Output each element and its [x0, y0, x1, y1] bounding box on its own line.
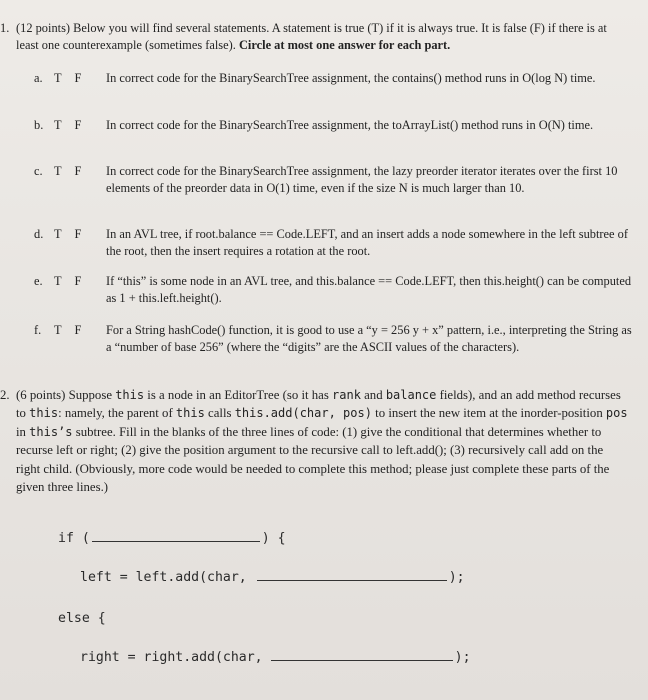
question-1-intro: Below you will find several statements. A statement is true (T) if it is always true. It is false (F) if there is at least one counterexample (sometimes false). — [16, 21, 607, 52]
code-left-call: left = left.add(char, — [80, 570, 247, 585]
code-this-possessive: this’s — [29, 424, 73, 439]
question-2-text: Suppose — [68, 388, 116, 402]
code-left-end: ); — [448, 570, 465, 585]
statement-text: In an AVL tree, if root.balance == Code.LEFT, and an insert adds a node somewhere in the left subtree of the root, then the insert requires a rotation at the root. — [106, 227, 628, 258]
blank-1[interactable] — [92, 540, 260, 542]
statement-letter: f. — [34, 323, 42, 337]
blank-2[interactable] — [257, 579, 447, 581]
statement-text: In correct code for the BinarySearchTree assignment, the lazy preorder iterator iterates over the first 10 elements of the preorder data in O(1) time, even if the size N is much larger than 10. — [106, 164, 618, 195]
code-else-line: else { — [58, 611, 106, 626]
question-2-text: to insert the new item at the inorder-position — [371, 406, 606, 421]
true-false-choice[interactable]: T F — [54, 274, 82, 288]
statement-letter: a. — [34, 71, 43, 85]
question-2-number: 2. — [0, 388, 10, 402]
question-2-text: and — [360, 388, 386, 402]
statement-letter: b. — [34, 118, 44, 132]
question-1-number: 1. — [0, 21, 10, 35]
statement-text: If “this” is some node in an AVL tree, and this.balance == Code.LEFT, then this.height() can be computed as 1 + this.left.height(). — [106, 274, 632, 305]
statement-text: In correct code for the BinarySearchTree assignment, the contains() method runs in O(log N) time. — [106, 71, 596, 85]
question-1-header — [0, 20, 616, 54]
code-if-open: if ( — [58, 531, 90, 546]
statement-letter: e. — [34, 274, 43, 288]
question-2-text: calls — [204, 406, 235, 421]
question-1-points: (12 points) — [16, 21, 71, 35]
statement-letter: d. — [34, 227, 44, 241]
code-right-call: right = right.add(char, — [80, 650, 263, 665]
true-false-choice[interactable]: T F — [54, 164, 82, 178]
true-false-choice[interactable]: T F — [54, 227, 82, 241]
code-balance: balance — [385, 388, 437, 402]
true-false-choice[interactable]: T F — [54, 71, 82, 85]
true-false-choice[interactable]: T F — [54, 118, 82, 132]
question-2-text: is a node in an EditorTree (so it has — [144, 388, 333, 402]
question-2-text: subtree. Fill in the blanks of the three lines of code: (1) give the conditional that determines whether to recurse left or right; (2) give the position argument to the recursive call to left.add(); (3) recursively call add on the right child. (Obviously, more code would be needed to complete this method; please just complete these parts of the given three lines.) — [16, 424, 610, 495]
statement-letter: c. — [34, 164, 43, 178]
code-if-close: ) { — [261, 531, 286, 546]
blank-3[interactable] — [271, 659, 453, 661]
code-if-line — [58, 531, 286, 546]
code-rank: rank — [332, 388, 361, 402]
code-left-line — [80, 570, 465, 585]
question-2-text: in — [16, 424, 30, 439]
code-right-end: ); — [454, 650, 471, 665]
question-2 — [0, 386, 630, 496]
code-this: this — [29, 406, 59, 421]
code-this: this — [175, 406, 205, 421]
question-1-instruction: Circle at most one answer for each part. — [238, 38, 451, 52]
code-right-line — [80, 650, 471, 665]
statement-text: In correct code for the BinarySearchTree assignment, the toArrayList() method runs in O(N) time. — [106, 118, 594, 132]
code-this: this — [115, 388, 145, 402]
question-2-text: fields), and an add method recurses to — [16, 388, 621, 421]
true-false-choice[interactable]: T F — [54, 323, 82, 337]
code-pos: pos — [605, 406, 628, 421]
question-2-points: (6 points) — [16, 388, 66, 402]
code-add-call: this.add(char, pos) — [234, 406, 372, 421]
question-2-text: : namely, the parent of — [58, 406, 176, 421]
statement-text: For a String hashCode() function, it is good to use a “y = 256 y + x” pattern, i.e., interpreting the String as a “number of base 256” (where the “digits” are the ASCII values of the characters). — [106, 323, 632, 354]
